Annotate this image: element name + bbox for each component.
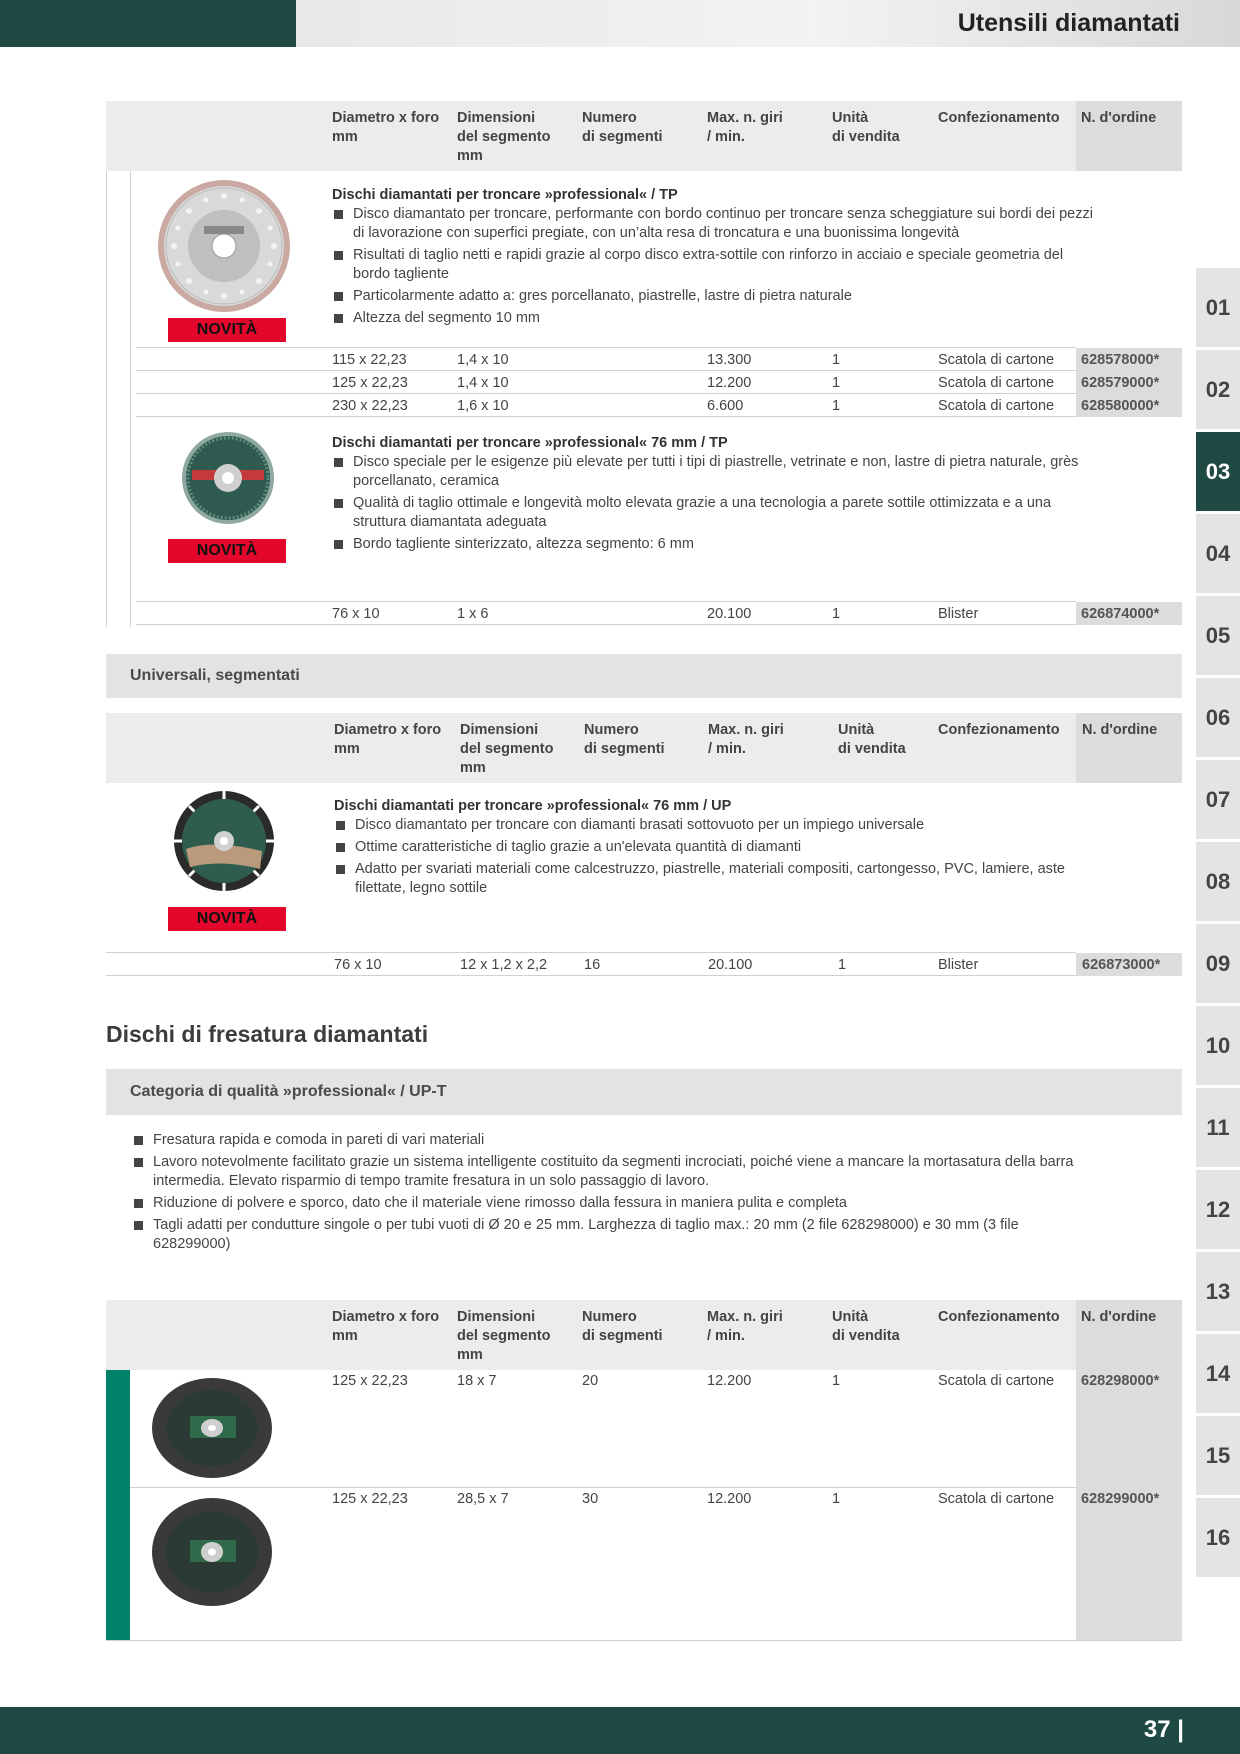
chapter-tab-07[interactable]: 07	[1196, 760, 1240, 839]
table-cell: 16	[584, 957, 601, 973]
section-title: Categoria di qualità »professional« / UP-T	[130, 1083, 447, 1100]
chapter-tab-14[interactable]: 14	[1196, 1334, 1240, 1413]
column-header-4: Max. n. giri / min.	[707, 1309, 783, 1344]
product-title: Dischi diamantati per troncare »professional« 76 mm / TP	[332, 435, 728, 451]
chapter-tab-15[interactable]: 15	[1196, 1416, 1240, 1495]
diamond-disc-up-image	[172, 789, 276, 893]
row-divider	[106, 952, 1076, 953]
row-divider	[136, 601, 1076, 602]
column-header-3: Numero di segmenti	[584, 722, 665, 757]
section-heading: Dischi di fresatura diamantati	[106, 1021, 429, 1047]
column-header-6: Confezionamento	[938, 722, 1060, 738]
chapter-tab-11[interactable]: 11	[1196, 1088, 1240, 1167]
feature-list	[132, 1131, 1082, 1257]
table-cell: 76 x 10	[334, 957, 382, 973]
order-number: 628298000*	[1081, 1373, 1160, 1389]
column-header-6: Confezionamento	[938, 110, 1060, 126]
table-cell: 30	[582, 1491, 599, 1507]
table-cell: 18 x 7	[457, 1373, 497, 1389]
feature-list	[332, 453, 1082, 557]
column-header-5: Unità di vendita	[832, 110, 900, 145]
table-cell: 1	[832, 1491, 841, 1507]
feature-item: Fresatura rapida e comoda in pareti di vari materiali	[132, 1131, 1082, 1150]
section-band	[106, 654, 1182, 698]
column-header-1: Diametro x foro mm	[334, 722, 442, 757]
header-dark-block	[0, 0, 296, 47]
table-cell: 1	[832, 606, 841, 622]
table-cell: Blister	[938, 957, 979, 973]
table-border	[106, 171, 107, 627]
table-cell: 125 x 22,23	[332, 375, 408, 391]
row-divider	[106, 1640, 1182, 1641]
row-divider	[106, 975, 1076, 976]
table-cell: 1	[832, 375, 841, 391]
feature-list	[334, 816, 1094, 901]
table-cell: 1	[832, 1373, 841, 1389]
table-cell: 1	[838, 957, 847, 973]
row-divider	[136, 393, 1076, 394]
row-divider	[136, 416, 1076, 417]
column-header-4: Max. n. giri / min.	[708, 722, 784, 757]
table-cell: 1	[832, 398, 841, 414]
feature-item: Qualità di taglio ottimale e longevità molto elevata grazie a una tecnologia a parete sottile ottimizzata e a una struttura diamantata adeguata	[332, 494, 1082, 532]
feature-item: Disco speciale per le esigenze più elevate per tutti i tipi di piastrelle, vetrinate e non, lastre di pietra naturale, grès porcellanato, ceramica	[332, 453, 1082, 491]
row-divider	[130, 1487, 1076, 1488]
column-header-1: Diametro x foro mm	[332, 1309, 440, 1344]
table-cell: 12.200	[707, 375, 752, 391]
feature-item: Tagli adatti per condutture singole o per tubi vuoti di Ø 20 e 25 mm. Larghezza di taglio max.: 20 mm (2 file 628298000) e 30 mm (3 file 628299000)	[132, 1216, 1082, 1254]
diamond-disc-tp-76-image	[180, 430, 276, 526]
feature-item: Particolarmente adatto a: gres porcellanato, piastrelle, lastre di pietra naturale	[332, 287, 1102, 306]
order-number: 628299000*	[1081, 1491, 1160, 1507]
column-header-7: N. d'ordine	[1081, 1309, 1157, 1325]
table-cell: 28,5 x 7	[457, 1491, 509, 1507]
product-title: Dischi diamantati per troncare »professional« 76 mm / UP	[334, 798, 732, 814]
column-header-2: Dimensioni del segmento mm	[457, 1309, 551, 1363]
column-header-3: Numero di segmenti	[582, 110, 663, 145]
table-cell: 13.300	[707, 352, 752, 368]
page-number: 37 |	[1143, 1716, 1184, 1743]
feature-item: Adatto per svariati materiali come calcestruzzo, piastrelle, materiali compositi, cartongesso, PVC, lamiere, aste filettate, legno sottile	[334, 860, 1094, 898]
chapter-tab-10[interactable]: 10	[1196, 1006, 1240, 1085]
table-cell: Scatola di cartone	[938, 352, 1055, 368]
table-cell: 20.100	[708, 957, 753, 973]
diamond-disc-tp-image	[156, 178, 292, 314]
footer-band	[0, 1707, 1240, 1754]
column-header-2: Dimensioni del segmento mm	[457, 110, 551, 164]
column-header-7: N. d'ordine	[1081, 110, 1157, 126]
table-cell: Blister	[938, 606, 979, 622]
new-badge: NOVITÀ	[168, 318, 286, 342]
new-badge: NOVITÀ	[168, 907, 286, 931]
table-cell: 1,6 x 10	[457, 398, 509, 414]
feature-item: Ottime caratteristiche di taglio grazie a un'elevata quantità di diamanti	[334, 838, 1094, 857]
order-number: 628580000*	[1081, 398, 1160, 414]
product-title: Dischi diamantati per troncare »professional« / TP	[332, 187, 678, 203]
table-cell: 230 x 22,23	[332, 398, 408, 414]
column-header-1: Diametro x foro mm	[332, 110, 440, 145]
table-cell: 1	[832, 352, 841, 368]
column-header-2: Dimensioni del segmento mm	[460, 722, 554, 776]
column-header-4: Max. n. giri / min.	[707, 110, 783, 145]
table-cell: Scatola di cartone	[938, 1491, 1055, 1507]
table-cell: 12.200	[707, 1373, 752, 1389]
row-divider	[136, 624, 1076, 625]
table-cell: 6.600	[707, 398, 744, 414]
table-cell: 76 x 10	[332, 606, 380, 622]
new-badge: NOVITÀ	[168, 539, 286, 563]
feature-item: Bordo tagliente sinterizzato, altezza segmento: 6 mm	[332, 535, 1082, 554]
table-cell: Scatola di cartone	[938, 1373, 1055, 1389]
chapter-tab-09[interactable]: 09	[1196, 924, 1240, 1003]
row-divider	[136, 370, 1076, 371]
order-number: 626874000*	[1081, 606, 1160, 622]
feature-item: Disco diamantato per troncare con diamanti brasati sottovuoto per un impiego universale	[334, 816, 1094, 835]
chapter-tab-13[interactable]: 13	[1196, 1252, 1240, 1331]
order-number: 628578000*	[1081, 352, 1160, 368]
table-cell: 1,4 x 10	[457, 352, 509, 368]
page-title: Utensili diamantati	[957, 9, 1180, 37]
column-header-7: N. d'ordine	[1082, 722, 1158, 738]
feature-list	[332, 205, 1102, 331]
table-cell: 115 x 22,23	[332, 352, 407, 368]
order-column-bg	[1076, 1300, 1182, 1641]
table-cell: 12 x 1,2 x 2,2	[460, 957, 548, 973]
milling-disc-28-5x7-image	[150, 1496, 274, 1608]
table-border	[130, 171, 131, 627]
order-number: 628579000*	[1081, 375, 1160, 391]
table-cell: 125 x 22,23	[332, 1373, 408, 1389]
table-cell: Scatola di cartone	[938, 375, 1055, 391]
feature-item: Disco diamantato per troncare, performante con bordo continuo per troncare senza scheggiature sui bordi dei pezzi di lavorazione con superfici pregiate, con un’alta resa di troncatura e una buonissima longevità	[332, 205, 1102, 243]
feature-item: Lavoro notevolmente facilitato grazie un sistema intelligente costituito da segmenti incrociati, poiché viene a mancare la mortasatura della barra intermedia. Elevato risparmio di tempo tramite fresatura in un solo passaggio di lavoro.	[132, 1153, 1082, 1191]
table-cell: 12.200	[707, 1491, 752, 1507]
table-cell: 20	[582, 1373, 599, 1389]
chapter-tab-08[interactable]: 08	[1196, 842, 1240, 921]
table-cell: 20.100	[707, 606, 752, 622]
section-band	[106, 1069, 1182, 1115]
order-number: 626873000*	[1082, 957, 1161, 973]
column-header-5: Unità di vendita	[838, 722, 906, 757]
row-divider	[136, 347, 1076, 348]
milling-disc-18x7-image	[150, 1376, 274, 1480]
column-header-3: Numero di segmenti	[582, 1309, 663, 1344]
chapter-tab-06[interactable]: 06	[1196, 678, 1240, 757]
table-cell: Scatola di cartone	[938, 398, 1055, 414]
section-title: Universali, segmentati	[130, 667, 300, 684]
chapter-tab-01[interactable]: 01	[1196, 268, 1240, 347]
chapter-tab-12[interactable]: 12	[1196, 1170, 1240, 1249]
feature-item: Risultati di taglio netti e rapidi grazie al corpo disco extra-sottile con rinforzo in acciaio e speciale geometria del bordo tagliente	[332, 246, 1102, 284]
column-header-6: Confezionamento	[938, 1309, 1060, 1325]
chapter-tab-04[interactable]: 04	[1196, 514, 1240, 593]
table-cell: 1,4 x 10	[457, 375, 509, 391]
table-cell: 125 x 22,23	[332, 1491, 408, 1507]
table-cell: 1 x 6	[457, 606, 489, 622]
category-color-bar	[106, 1370, 130, 1641]
column-header-5: Unità di vendita	[832, 1309, 900, 1344]
chapter-tab-05[interactable]: 05	[1196, 596, 1240, 675]
chapter-tab-03[interactable]: 03	[1196, 432, 1240, 511]
feature-item: Riduzione di polvere e sporco, dato che il materiale viene rimosso dalla fessura in maniera pulita e completa	[132, 1194, 1082, 1213]
chapter-tab-02[interactable]: 02	[1196, 350, 1240, 429]
chapter-tab-16[interactable]: 16	[1196, 1498, 1240, 1577]
feature-item: Altezza del segmento 10 mm	[332, 309, 1102, 328]
